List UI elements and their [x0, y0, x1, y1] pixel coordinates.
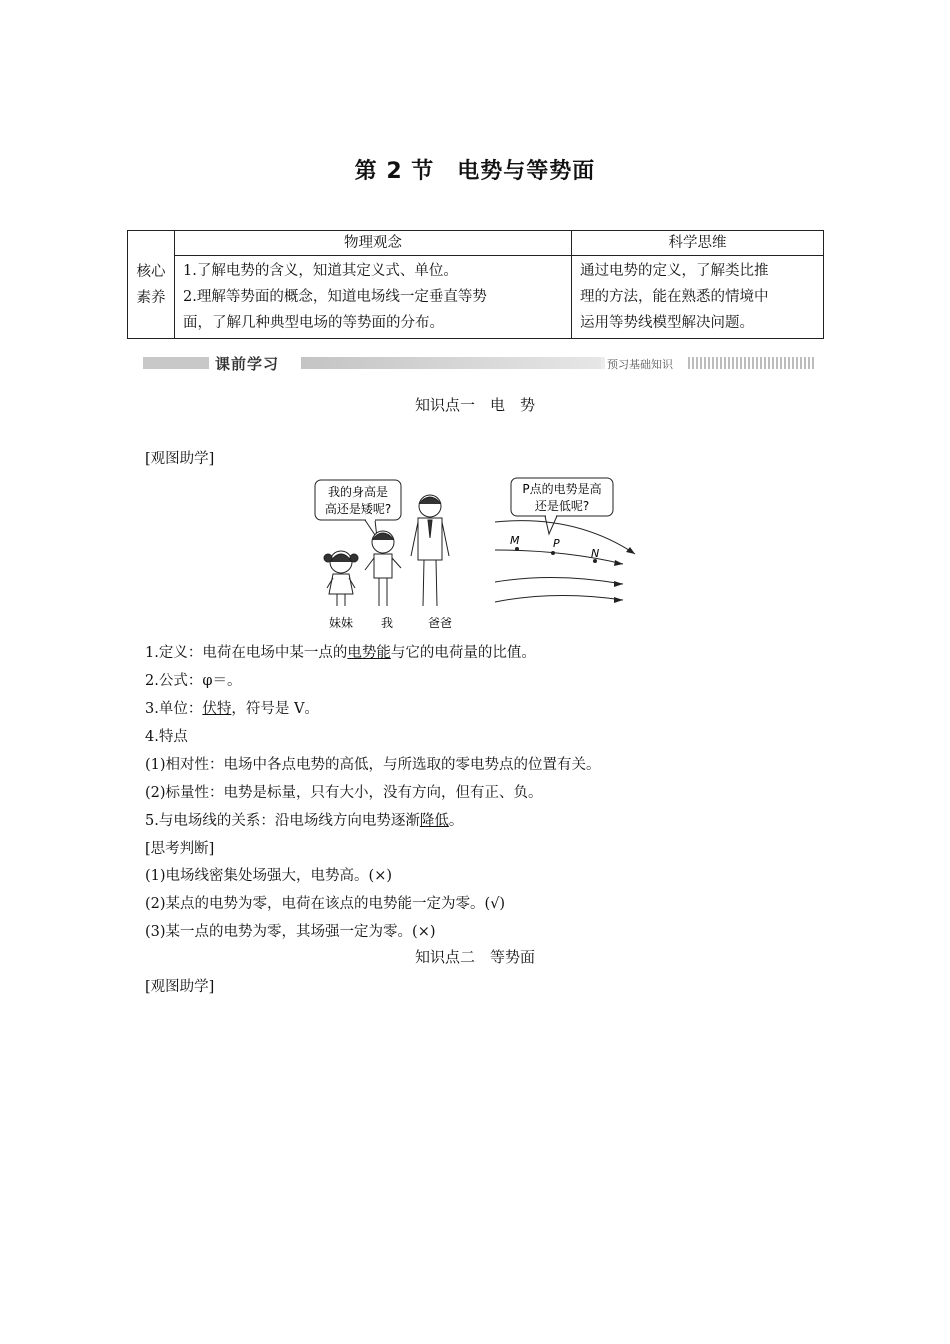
- concept-line: 面，了解几种典型电场的等势面的分布。: [183, 315, 444, 331]
- section-label: 课前学习: [215, 355, 280, 373]
- banner-hatch: [688, 357, 814, 369]
- judge-question: (1)电场线密集处场强大，电势高。(×): [145, 868, 393, 884]
- figure-potential-illustration: [305, 476, 645, 636]
- core-competency-label: [128, 231, 175, 339]
- speech-bubble-left: [315, 480, 401, 538]
- label-sister: 妹妹: [328, 616, 354, 630]
- observe-label: [观图助学]: [145, 451, 215, 467]
- banner-stripe: [601, 357, 605, 369]
- thinking-line: 通过电势的定义，了解类比推: [580, 263, 769, 279]
- banner-stripe: [143, 357, 209, 369]
- knowledge-point-1-title: 知识点一 电 势: [414, 396, 535, 414]
- sister-figure-icon: [324, 551, 358, 606]
- feature-relativity: (1)相对性：电场中各点电势的高低，与所选取的零电势点的位置有关。: [145, 757, 601, 773]
- arrow-icon: [614, 547, 635, 603]
- bubble-right-line1: P点的电势是高: [522, 482, 602, 496]
- relation-prefix: 5.与电场线的关系：沿电场线方向电势逐渐: [145, 813, 420, 829]
- unit-term: 伏特: [202, 701, 232, 717]
- definition-suffix: 与它的电荷量的比值。: [390, 645, 536, 661]
- section-banner: [143, 353, 814, 375]
- definition-line: [145, 641, 536, 662]
- unit-line: [145, 697, 319, 718]
- knowledge-point-2-title: 知识点二 等势面: [414, 948, 535, 966]
- thinking-line: 运用等势线模型解决问题。: [580, 315, 754, 331]
- relation-line: [145, 809, 463, 830]
- page-title: 第 2 节 电势与等势面: [354, 159, 596, 184]
- concept-line: 2.理解等势面的概念，知道电场线一定垂直等势: [183, 289, 487, 305]
- point-m-label: M: [510, 534, 520, 547]
- dad-figure-icon: [411, 495, 449, 606]
- bubble-right-line2: 还是低呢?: [534, 499, 590, 513]
- core-competency-table: [127, 230, 824, 339]
- definition-term: 电势能: [347, 645, 391, 661]
- speech-bubble-right: [511, 478, 613, 534]
- section-sublabel: 预习基础知识: [607, 358, 673, 371]
- unit-prefix: 3.单位：: [145, 701, 203, 717]
- bubble-left-line2: 高还是矮呢?: [324, 502, 392, 516]
- judge-question: (2)某点的电势为零，电荷在该点的电势能一定为零。(√): [145, 896, 506, 912]
- label-me: 我: [380, 616, 394, 630]
- physics-concept-cell: [175, 256, 572, 339]
- banner-stripe: [301, 357, 601, 369]
- judge-question: (3)某一点的电势为零，其场强一定为零。(×): [145, 924, 436, 940]
- formula-line: 2.公式：φ＝。: [145, 673, 242, 689]
- physics-concept-header: 物理观念: [175, 231, 572, 256]
- side-label-line1: 核心: [136, 263, 166, 280]
- electric-field-lines: [495, 521, 635, 602]
- concept-line: 1.了解电势的含义，知道其定义式、单位。: [183, 263, 458, 279]
- label-dad: 爸爸: [427, 616, 453, 630]
- relation-suffix: 。: [448, 813, 464, 829]
- unit-suffix: ，符号是 V。: [231, 701, 319, 717]
- features-title: 4.特点: [145, 729, 188, 745]
- definition-prefix: 1.定义：电荷在电场中某一点的: [145, 645, 348, 661]
- side-label-line2: 素养: [136, 289, 166, 306]
- observe-label: [观图助学]: [145, 979, 215, 995]
- bubble-left-line1: 我的身高是: [327, 485, 389, 499]
- scientific-thinking-header: 科学思维: [572, 231, 824, 256]
- point-n-label: N: [591, 547, 600, 560]
- thinking-line: 理的方法，能在熟悉的情境中: [580, 289, 769, 305]
- point-p-label: P: [553, 537, 560, 550]
- scientific-thinking-cell: [572, 256, 824, 339]
- judge-title: [思考判断]: [145, 841, 215, 857]
- boy-figure-icon: [365, 531, 401, 606]
- relation-term: 降低: [419, 813, 449, 829]
- feature-scalar: (2)标量性：电势是标量，只有大小，没有方向，但有正、负。: [145, 785, 543, 801]
